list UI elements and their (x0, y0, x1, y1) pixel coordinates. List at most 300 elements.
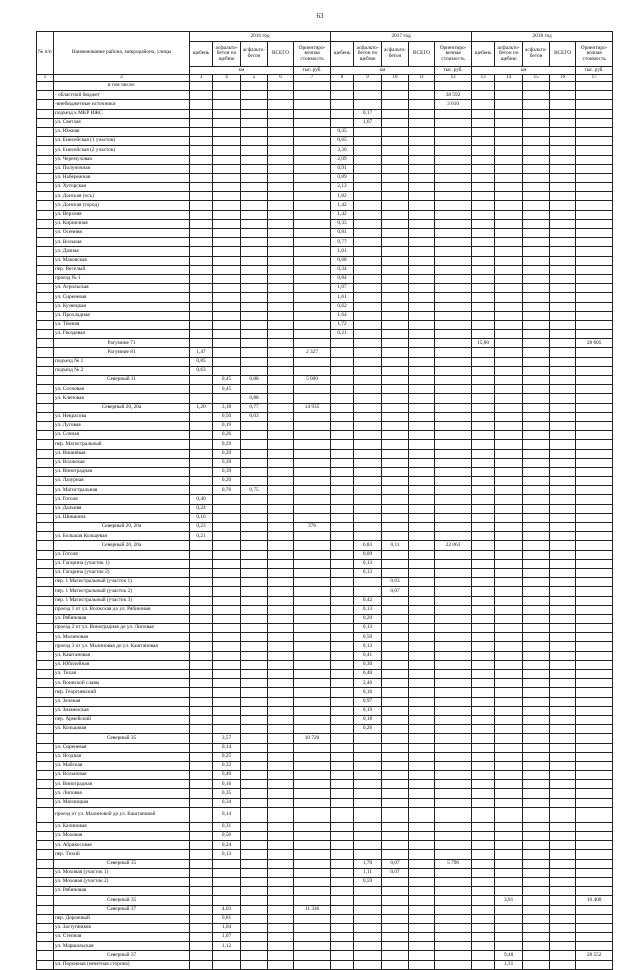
value-cell (409, 339, 435, 348)
value-cell (190, 752, 213, 761)
value-cell (241, 210, 268, 219)
value-cell (190, 942, 213, 951)
value-cell (495, 284, 523, 293)
value-cell (495, 201, 523, 210)
street-name-cell: ул. Полуночная (54, 164, 190, 173)
value-cell (472, 933, 495, 942)
value-cell (523, 780, 550, 789)
value-cell (382, 822, 409, 831)
street-name-cell: ул. Дачная (54, 247, 190, 256)
value-cell: 2,13 (331, 183, 354, 192)
value-cell: 0,40 (213, 771, 241, 780)
value-cell: 0,14 (213, 807, 241, 822)
value-cell (382, 504, 409, 513)
value-cell (550, 578, 576, 587)
value-cell (550, 532, 576, 541)
value-cell (523, 210, 550, 219)
value-cell (523, 960, 550, 969)
value-cell (409, 642, 435, 651)
value-cell (435, 841, 472, 850)
value-cell (409, 219, 435, 228)
value-cell (495, 850, 523, 859)
value-cell (331, 670, 354, 679)
value-cell (523, 697, 550, 706)
value-cell (472, 568, 495, 577)
value-cell (213, 513, 241, 522)
value-cell (354, 219, 382, 228)
value-cell (190, 651, 213, 660)
value-cell (472, 394, 495, 403)
value-cell (435, 605, 472, 614)
table-row (37, 596, 613, 605)
value-cell (213, 614, 241, 623)
group-total-row (37, 339, 613, 348)
value-cell (523, 339, 550, 348)
value-cell (495, 210, 523, 219)
row-number-cell (37, 210, 54, 219)
table-row (37, 385, 613, 394)
value-cell (495, 238, 523, 247)
value-cell (472, 651, 495, 660)
value-cell: 38 592 (435, 91, 472, 100)
table-row (37, 183, 613, 192)
value-cell (268, 376, 294, 385)
value-cell (523, 219, 550, 228)
value-cell (190, 923, 213, 932)
value-cell (495, 320, 523, 329)
street-name-cell: пер. 1 Магистральный (участок 1) (54, 578, 190, 587)
value-cell (472, 431, 495, 440)
row-number-cell (37, 137, 54, 146)
value-cell (190, 780, 213, 789)
value-cell (495, 761, 523, 770)
street-name-cell: ул. Большая Кольцевая (54, 532, 190, 541)
table-row (37, 624, 613, 633)
table-row (37, 284, 613, 293)
value-cell (331, 532, 354, 541)
street-name-cell: пер. Тихий (54, 850, 190, 859)
row-number-cell (37, 789, 54, 798)
value-cell (550, 614, 576, 623)
value-cell (523, 274, 550, 283)
value-cell (523, 624, 550, 633)
value-cell: 28 552 (576, 951, 613, 960)
table-row (37, 605, 613, 614)
value-cell (472, 670, 495, 679)
value-cell (472, 752, 495, 761)
value-cell (268, 421, 294, 430)
value-cell (331, 82, 354, 91)
value-cell (576, 293, 613, 302)
value-cell (241, 256, 268, 265)
value-cell (190, 311, 213, 320)
row-number-cell (37, 559, 54, 568)
street-name-cell: ул. Гоголя (54, 495, 190, 504)
value-cell (331, 385, 354, 394)
value-cell (523, 118, 550, 127)
header-unit-km: км (472, 67, 576, 75)
value-cell (354, 155, 382, 164)
value-cell (472, 807, 495, 822)
value-cell (213, 624, 241, 633)
value-cell (294, 642, 331, 651)
value-cell (495, 385, 523, 394)
value-cell (495, 624, 523, 633)
value-cell (354, 201, 382, 210)
value-cell (576, 109, 613, 118)
value-cell (241, 624, 268, 633)
row-number-cell (37, 688, 54, 697)
value-cell (550, 412, 576, 421)
value-cell (213, 155, 241, 164)
value-cell (268, 832, 294, 841)
value-cell (576, 688, 613, 697)
value-cell (331, 923, 354, 932)
value-cell (190, 679, 213, 688)
value-cell (550, 82, 576, 91)
value-cell (435, 706, 472, 715)
value-cell (294, 868, 331, 877)
value-cell (294, 715, 331, 724)
value-cell (382, 164, 409, 173)
value-cell (268, 247, 294, 256)
table-row (37, 247, 613, 256)
value-cell (523, 933, 550, 942)
value-cell (576, 330, 613, 339)
value-cell (268, 173, 294, 182)
value-cell (495, 559, 523, 568)
value-cell (294, 887, 331, 896)
value-cell (331, 877, 354, 886)
value-cell (550, 807, 576, 822)
value-cell (576, 923, 613, 932)
value-cell (241, 320, 268, 329)
value-cell: 0,19 (213, 421, 241, 430)
street-name-cell: ул. Гагарина (участок 1) (54, 559, 190, 568)
row-number-cell (37, 118, 54, 127)
street-name-cell: ул. Сиреневая (54, 293, 190, 302)
value-cell (331, 467, 354, 476)
street-name-cell: ул. Рябиновая (54, 614, 190, 623)
value-cell (268, 761, 294, 770)
value-cell (435, 933, 472, 942)
value-cell (382, 697, 409, 706)
value-cell: 0,19 (354, 706, 382, 715)
row-number-cell (37, 550, 54, 559)
street-name-cell: ул. Рябиновая (54, 887, 190, 896)
value-cell (576, 173, 613, 182)
value-cell (576, 761, 613, 770)
table-row (37, 670, 613, 679)
value-cell (268, 183, 294, 192)
value-cell: 1,72 (331, 320, 354, 329)
value-cell (550, 633, 576, 642)
value-cell (354, 403, 382, 412)
row-number-cell (37, 100, 54, 109)
table-row (37, 960, 613, 969)
value-cell: 0,24 (190, 504, 213, 513)
value-cell (472, 877, 495, 886)
value-cell (550, 91, 576, 100)
header-cost: Ориентиро-вочная стоимость (294, 42, 331, 67)
value-cell (354, 578, 382, 587)
value-cell (294, 274, 331, 283)
table-row (37, 725, 613, 734)
column-number: 17 (576, 75, 613, 82)
value-cell (472, 183, 495, 192)
row-number-cell (37, 449, 54, 458)
header-unit-cost: тыс. руб. (435, 67, 472, 75)
value-cell (331, 914, 354, 923)
value-cell (435, 173, 472, 182)
value-cell (382, 183, 409, 192)
value-cell (294, 91, 331, 100)
value-cell (550, 887, 576, 896)
value-cell (472, 896, 495, 905)
value-cell (241, 942, 268, 951)
value-cell (241, 596, 268, 605)
street-name-cell: Северный 20, 20а (54, 541, 190, 550)
street-name-cell: ул. Калиновая (54, 822, 190, 831)
value-cell (409, 679, 435, 688)
row-number-cell (37, 486, 54, 495)
value-cell (495, 348, 523, 357)
row-number-cell (37, 670, 54, 679)
row-number-cell (37, 780, 54, 789)
table-row (37, 100, 613, 109)
value-cell (523, 559, 550, 568)
value-cell (241, 541, 268, 550)
value-cell (354, 238, 382, 247)
value-cell (354, 449, 382, 458)
value-cell (382, 513, 409, 522)
value-cell (409, 832, 435, 841)
value-cell (213, 868, 241, 877)
street-name-cell: ул. Прохладная (54, 311, 190, 320)
value-cell (576, 578, 613, 587)
street-name-cell: ул. Лазурная (54, 477, 190, 486)
column-number: 14 (495, 75, 523, 82)
value-cell (382, 403, 409, 412)
value-cell (550, 137, 576, 146)
value-cell (550, 859, 576, 868)
value-cell (576, 274, 613, 283)
row-number-cell (37, 82, 54, 91)
value-cell (409, 651, 435, 660)
value-cell (213, 541, 241, 550)
value-cell: 0,13 (213, 850, 241, 859)
value-cell (382, 155, 409, 164)
value-cell (268, 541, 294, 550)
value-cell (190, 887, 213, 896)
value-cell (523, 376, 550, 385)
group-total-row (37, 734, 613, 743)
value-cell (190, 293, 213, 302)
value-cell (190, 771, 213, 780)
row-number-cell (37, 832, 54, 841)
row-number-cell (37, 394, 54, 403)
value-cell (331, 679, 354, 688)
value-cell: 15,00 (472, 339, 495, 348)
value-cell (213, 256, 241, 265)
value-cell (550, 715, 576, 724)
value-cell (495, 752, 523, 761)
value-cell: 0,91 (331, 164, 354, 173)
value-cell (268, 624, 294, 633)
value-cell (382, 807, 409, 822)
value-cell (409, 403, 435, 412)
table-row (37, 933, 613, 942)
value-cell (241, 118, 268, 127)
value-cell (331, 734, 354, 743)
value-cell (472, 229, 495, 238)
value-cell (294, 486, 331, 495)
value-cell (472, 743, 495, 752)
value-cell (382, 670, 409, 679)
value-cell (294, 807, 331, 822)
street-name-cell: в том числе: (54, 82, 190, 91)
value-cell: 0,81 (331, 229, 354, 238)
value-cell (190, 91, 213, 100)
value-cell: 0,39 (213, 467, 241, 476)
value-cell (382, 850, 409, 859)
value-cell (382, 247, 409, 256)
table-row (37, 210, 613, 219)
value-cell (331, 458, 354, 467)
value-cell (523, 173, 550, 182)
table-row (37, 679, 613, 688)
row-number-cell (37, 587, 54, 596)
table-row (37, 256, 613, 265)
value-cell (472, 302, 495, 311)
value-cell (409, 743, 435, 752)
value-cell (241, 780, 268, 789)
row-number-cell (37, 513, 54, 522)
value-cell (495, 868, 523, 877)
value-cell (435, 421, 472, 430)
value-cell (382, 137, 409, 146)
row-number-cell (37, 366, 54, 375)
value-cell (523, 164, 550, 173)
value-cell: 0,25 (213, 752, 241, 761)
value-cell (472, 164, 495, 173)
value-cell (354, 320, 382, 329)
value-cell (576, 771, 613, 780)
value-cell (382, 706, 409, 715)
value-cell (331, 403, 354, 412)
value-cell (523, 109, 550, 118)
row-number-cell (37, 229, 54, 238)
value-cell (213, 651, 241, 660)
value-cell: 0,35 (331, 127, 354, 136)
value-cell (241, 887, 268, 896)
value-cell (241, 137, 268, 146)
value-cell (435, 550, 472, 559)
value-cell (576, 486, 613, 495)
street-name-cell: ул. Донская (ось) (54, 192, 190, 201)
value-cell (354, 841, 382, 850)
value-cell (495, 118, 523, 127)
value-cell (241, 183, 268, 192)
value-cell (523, 923, 550, 932)
value-cell (523, 146, 550, 155)
value-cell (409, 127, 435, 136)
value-cell (523, 859, 550, 868)
value-cell (523, 504, 550, 513)
value-cell (241, 877, 268, 886)
value-cell (354, 477, 382, 486)
row-number-cell (37, 385, 54, 394)
value-cell (382, 127, 409, 136)
column-number: 6 (268, 75, 294, 82)
value-cell (495, 155, 523, 164)
value-cell (294, 660, 331, 669)
value-cell (550, 706, 576, 715)
value-cell (409, 715, 435, 724)
value-cell (472, 146, 495, 155)
table-row (37, 229, 613, 238)
value-cell (382, 412, 409, 421)
value-cell (241, 715, 268, 724)
value-cell (331, 896, 354, 905)
value-cell (523, 247, 550, 256)
value-cell (241, 841, 268, 850)
value-cell (435, 118, 472, 127)
table-row (37, 877, 613, 886)
street-name-cell: подъезд к МКР ИЖС (54, 109, 190, 118)
value-cell (495, 394, 523, 403)
table-row (37, 752, 613, 761)
value-cell (190, 183, 213, 192)
value-cell (268, 504, 294, 513)
row-number-cell (37, 302, 54, 311)
table-row (37, 155, 613, 164)
row-number-cell (37, 477, 54, 486)
value-cell (354, 100, 382, 109)
value-cell (331, 614, 354, 623)
value-cell: 3 610 (435, 100, 472, 109)
value-cell (382, 449, 409, 458)
table-row (37, 274, 613, 283)
value-cell (495, 366, 523, 375)
value-cell (523, 596, 550, 605)
value-cell (268, 164, 294, 173)
value-cell (241, 164, 268, 173)
value-cell (382, 532, 409, 541)
value-cell (331, 642, 354, 651)
value-cell (331, 348, 354, 357)
row-number-cell (37, 311, 54, 320)
value-cell: 0,35 (213, 789, 241, 798)
value-cell (382, 238, 409, 247)
value-cell (576, 421, 613, 430)
value-cell (354, 357, 382, 366)
value-cell (495, 523, 523, 532)
street-name-cell: проезд № 1 (54, 274, 190, 283)
value-cell (409, 82, 435, 91)
value-cell (294, 495, 331, 504)
row-number-cell (37, 761, 54, 770)
value-cell (213, 532, 241, 541)
value-cell (435, 905, 472, 914)
value-cell (294, 302, 331, 311)
value-cell (409, 670, 435, 679)
value-cell (190, 467, 213, 476)
table-row (37, 440, 613, 449)
value-cell (241, 923, 268, 932)
value-cell (576, 137, 613, 146)
value-cell: 0,03 (241, 412, 268, 421)
